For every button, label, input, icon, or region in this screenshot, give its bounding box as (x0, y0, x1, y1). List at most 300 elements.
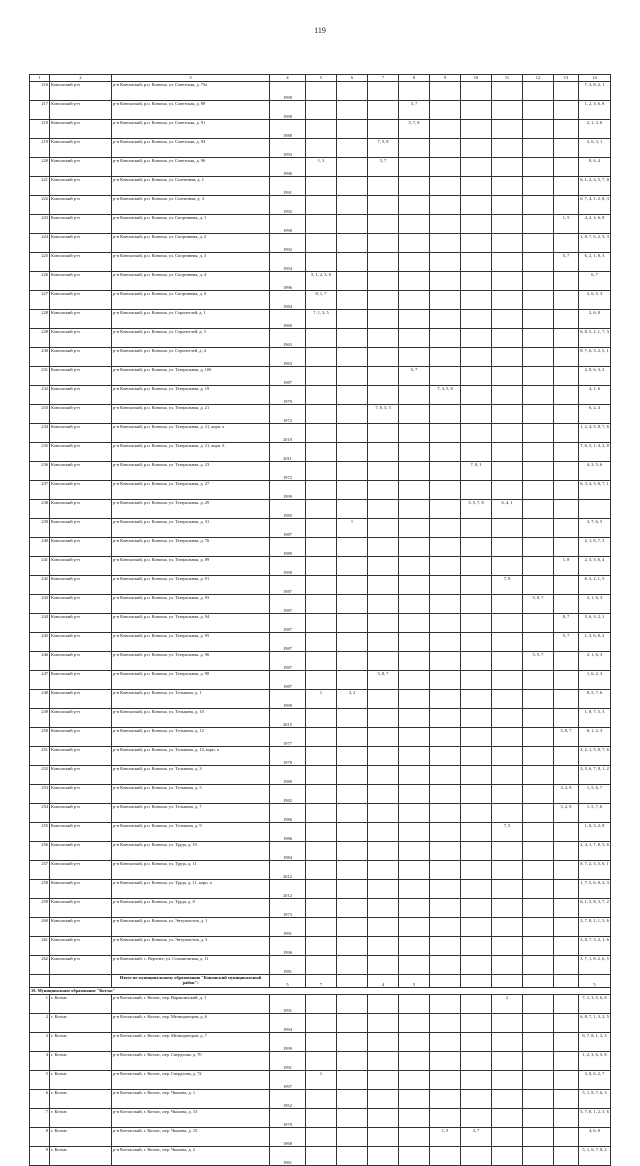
table-cell (492, 1090, 523, 1109)
table-row (30, 519, 611, 538)
table-cell: р-н Коношский, р.п. Коноша, ул. Энтузиастов, д. 1 (112, 918, 270, 937)
table-row (30, 139, 611, 158)
table-cell: р-н Коношский, р.п. Коноша, ул. Труда, д. 11 (112, 861, 270, 880)
table-cell (306, 443, 337, 462)
table-cell: 6, 3, 2, 1, 5 (579, 576, 611, 595)
table-cell (461, 253, 492, 272)
table-cell (554, 595, 579, 614)
total-cell: 5 (399, 975, 430, 988)
table-cell: 1996 (270, 272, 306, 291)
table-cell (523, 1052, 554, 1071)
table-cell (492, 861, 523, 880)
table-cell: Коношский р-н (50, 443, 112, 462)
table-cell (399, 1033, 430, 1052)
table-cell: 259 (30, 899, 50, 918)
table-cell: 1994 (270, 253, 306, 272)
table-row (30, 272, 611, 291)
table-cell: р-н Коношский, р.п. Коноша, ул. Театральная, д. 91 (112, 576, 270, 595)
table-cell: 234 (30, 424, 50, 443)
table-cell (399, 690, 430, 709)
table-cell (492, 1128, 523, 1147)
table-cell (523, 310, 554, 329)
table-cell: 1 (337, 519, 368, 538)
table-cell: р-н Коношский, р.п. Коноша, ул. Советская, д. 91 (112, 120, 270, 139)
table-cell (430, 861, 461, 880)
table-cell: р-н Коношский, р.п. Коноша, ул. Спортивная, д. 2 (112, 234, 270, 253)
table-cell (399, 272, 430, 291)
table-cell (399, 652, 430, 671)
table-row (30, 899, 611, 918)
table-cell (461, 823, 492, 842)
table-cell (399, 139, 430, 158)
table-cell (368, 728, 399, 747)
table-cell: 5, 1, 8, 7, 6, 3 (579, 1090, 611, 1109)
table-row (30, 386, 611, 405)
table-cell: 6 (30, 1090, 50, 1109)
table-cell (337, 861, 368, 880)
table-cell (554, 158, 579, 177)
table-cell: 6, 2, 4 (579, 405, 611, 424)
table-cell: Коношский р-н (50, 291, 112, 310)
table-cell (492, 386, 523, 405)
table-cell: 1987 (270, 633, 306, 652)
table-cell: р-н Коношский, р.п. Коноша, ул. Театральная, д. 95 (112, 633, 270, 652)
table-cell (337, 956, 368, 975)
table-cell (492, 101, 523, 120)
table-cell: 1987 (270, 614, 306, 633)
table-cell: 1 (306, 690, 337, 709)
table-cell (430, 120, 461, 139)
table-row (30, 196, 611, 215)
table-cell: 232 (30, 386, 50, 405)
table-cell: 6, 7, 4, 1, 2, 8, 3 (579, 196, 611, 215)
table-cell (368, 519, 399, 538)
table-cell: Коношский р-н (50, 253, 112, 272)
table-cell (554, 348, 579, 367)
table-cell (430, 842, 461, 861)
table-cell (399, 424, 430, 443)
table-cell: 2, 8, 6, 3, 2 (579, 367, 611, 386)
table-cell (368, 633, 399, 652)
table-cell (523, 842, 554, 861)
table-row (30, 918, 611, 937)
table-cell (337, 823, 368, 842)
table-cell: 1982 (270, 785, 306, 804)
table-cell (337, 728, 368, 747)
table-cell (399, 481, 430, 500)
table-cell: 3, 8, 6, 2, 7 (579, 1071, 611, 1090)
table-cell (368, 386, 399, 405)
table-cell (492, 614, 523, 633)
table-cell: 1, 6, 2, 3 (579, 671, 611, 690)
table-cell (554, 272, 579, 291)
table-cell (337, 1071, 368, 1090)
table-cell (337, 1109, 368, 1128)
table-cell: 7, 3, 8, 2, 1 (579, 82, 611, 101)
table-cell (523, 1033, 554, 1052)
table-cell (523, 1014, 554, 1033)
table-cell: 5, 8, 7 (523, 595, 554, 614)
table-cell: 1, 3, 6, 8, 2 (579, 633, 611, 652)
table-cell (461, 633, 492, 652)
table-cell: р-н Коношский, р.п. Коноша, ул. Советская, д. 89 (112, 101, 270, 120)
table-cell (461, 899, 492, 918)
table-cell (430, 348, 461, 367)
table-cell (306, 139, 337, 158)
table-cell: 8 (30, 1128, 50, 1147)
table-cell (523, 1109, 554, 1128)
table-cell: г. Котлас (50, 1128, 112, 1147)
table-cell: Коношский р-н (50, 272, 112, 291)
table-cell: 5 (30, 1071, 50, 1090)
table-cell (430, 462, 461, 481)
table-cell (399, 595, 430, 614)
table-cell: 217 (30, 101, 50, 120)
table-cell: р-н Котласский, г. Котлас, пер. Мелиораторов, д. 6 (112, 1014, 270, 1033)
table-cell: 6, 7 (579, 272, 611, 291)
table-cell (368, 1071, 399, 1090)
table-cell (368, 918, 399, 937)
table-cell (554, 82, 579, 101)
table-cell (368, 880, 399, 899)
table-cell: 1968 (270, 1128, 306, 1147)
table-cell: р-н Коношский, р.п. Коноша, ул. Театральная, д. 93 (112, 595, 270, 614)
table-cell: 235 (30, 443, 50, 462)
table-cell (461, 158, 492, 177)
table-cell (368, 215, 399, 234)
table-cell (461, 1014, 492, 1033)
table-cell (523, 880, 554, 899)
table-cell (461, 1147, 492, 1166)
table-cell (492, 462, 523, 481)
table-cell (399, 234, 430, 253)
table-cell (368, 500, 399, 519)
table-cell (461, 1071, 492, 1090)
table-row (30, 1128, 611, 1147)
table-cell (554, 842, 579, 861)
table-cell: 3, 2, 1, 5, 8, 7, 6 (579, 747, 611, 766)
table-cell: г. Котлас (50, 1052, 112, 1071)
table-cell (554, 519, 579, 538)
table-cell (554, 481, 579, 500)
table-cell (368, 690, 399, 709)
table-cell (337, 291, 368, 310)
table-cell (399, 82, 430, 101)
table-cell: р-н Котласский, г. Котлас, пер. Чкалова, д. 13 (112, 1109, 270, 1128)
table-cell: 3, 2, 8 (554, 804, 579, 823)
table-cell: г. Котлас (50, 995, 112, 1014)
table-cell: 1984 (270, 291, 306, 310)
table-row (30, 1109, 611, 1128)
table-cell: 243 (30, 595, 50, 614)
table-cell (523, 443, 554, 462)
table-cell (492, 766, 523, 785)
table-cell (523, 82, 554, 101)
table-cell: Коношский р-н (50, 196, 112, 215)
column-header: 13 (554, 75, 579, 82)
table-cell (368, 899, 399, 918)
table-cell: 2, 1, 6, 3 (579, 652, 611, 671)
table-cell (399, 1147, 430, 1166)
table-cell: 1991 (270, 918, 306, 937)
table-cell: 6, 8, 5, 2, 1, 7, 3 (579, 329, 611, 348)
table-cell: 1988 (270, 120, 306, 139)
table-cell (430, 709, 461, 728)
table-cell (554, 139, 579, 158)
table-cell (554, 652, 579, 671)
table-cell: 1977 (270, 728, 306, 747)
table-cell (368, 196, 399, 215)
table-row (30, 785, 611, 804)
table-cell: 1986 (270, 823, 306, 842)
table-cell (554, 1052, 579, 1071)
total-cell: 4 (368, 975, 399, 988)
table-cell: 1987 (270, 576, 306, 595)
table-cell (399, 386, 430, 405)
table-cell (306, 728, 337, 747)
table-cell (523, 671, 554, 690)
table-cell (523, 937, 554, 956)
table-cell (492, 329, 523, 348)
table-cell (554, 899, 579, 918)
table-cell (461, 1109, 492, 1128)
table-cell (461, 405, 492, 424)
table-cell: 6, 8, 7, 1, 3, 2, 5 (579, 1014, 611, 1033)
table-cell (306, 1147, 337, 1166)
table-cell: Коношский р-н (50, 652, 112, 671)
table-cell: 1, 2, 3, 6, 8 (579, 101, 611, 120)
table-cell (461, 747, 492, 766)
table-cell (399, 747, 430, 766)
table-cell (399, 937, 430, 956)
table-cell: 7, 1, 3, 5 (306, 310, 337, 329)
table-cell (337, 386, 368, 405)
table-row (30, 120, 611, 139)
table-cell: 1, 7, 5, 6, 8, 2, 3 (579, 880, 611, 899)
table-cell: 6, 4, 1 (492, 500, 523, 519)
table-cell: р-н Коношский, р.п. Коноша, ул. Солнечная, д. 3 (112, 196, 270, 215)
table-cell (430, 1033, 461, 1052)
table-cell (399, 785, 430, 804)
table-cell (492, 690, 523, 709)
table-cell (523, 120, 554, 139)
table-cell: 223 (30, 215, 50, 234)
table-cell (368, 747, 399, 766)
table-cell: 7, 8 (492, 576, 523, 595)
column-header: 11 (492, 75, 523, 82)
table-cell (492, 804, 523, 823)
total-label: Итого по муниципальному образованию "Коношский муниципальный район": (112, 975, 270, 988)
table-cell (523, 1128, 554, 1147)
table-cell: Коношский р-н (50, 557, 112, 576)
table-row (30, 823, 611, 842)
table-cell (430, 633, 461, 652)
table-cell (399, 443, 430, 462)
table-cell: Коношский р-н (50, 310, 112, 329)
table-cell: 1960 (270, 310, 306, 329)
table-cell (492, 633, 523, 652)
table-cell: 258 (30, 880, 50, 899)
table-cell: 5, 6, 3, 2, 1 (579, 614, 611, 633)
table-cell: 8, 5, 7, 6 (579, 690, 611, 709)
table-cell: г. Котлас (50, 1090, 112, 1109)
table-cell (430, 139, 461, 158)
table-cell (554, 747, 579, 766)
table-cell (306, 842, 337, 861)
table-cell: 1996 (270, 937, 306, 956)
table-cell (337, 995, 368, 1014)
table-cell: р-н Коношский, р.п. Коноша, ул. Спортивная, д. 1 (112, 215, 270, 234)
column-number-row (30, 75, 611, 82)
table-row (30, 82, 611, 101)
table-cell (368, 272, 399, 291)
table-cell: 256 (30, 842, 50, 861)
table-cell: 1991 (270, 177, 306, 196)
table-cell: 1, 8, 7, 6, 2, 5, 3 (579, 234, 611, 253)
table-cell: 221 (30, 177, 50, 196)
table-cell (430, 747, 461, 766)
table-cell (306, 1033, 337, 1052)
table-cell: 1963 (270, 348, 306, 367)
table-cell (337, 215, 368, 234)
table-cell (337, 1147, 368, 1166)
table-cell (337, 272, 368, 291)
table-cell: Коношский р-н (50, 880, 112, 899)
table-cell (430, 215, 461, 234)
table-cell (461, 443, 492, 462)
table-cell (430, 690, 461, 709)
table-cell (399, 405, 430, 424)
table-cell: Коношский р-н (50, 861, 112, 880)
table-cell (554, 995, 579, 1014)
table-cell (306, 899, 337, 918)
table-cell (554, 177, 579, 196)
table-cell (492, 1052, 523, 1071)
table-body-kotlas (30, 995, 611, 1166)
table-cell (399, 253, 430, 272)
table-cell: Коношский р-н (50, 424, 112, 443)
table-cell (461, 234, 492, 253)
table-cell: р-н Коношский, р.п. Коноша, ул. Театральная, д. 89 (112, 557, 270, 576)
table-cell (492, 595, 523, 614)
total-cell (554, 975, 579, 988)
table-cell: Коношский р-н (50, 899, 112, 918)
table-cell (306, 348, 337, 367)
table-cell (337, 196, 368, 215)
table-cell: 3, 2, 8 (554, 785, 579, 804)
table-cell (554, 101, 579, 120)
table-cell (368, 177, 399, 196)
table-cell (492, 120, 523, 139)
table-cell: 2, 4, 1, 7, 8, 5, 6 (579, 842, 611, 861)
table-cell (306, 196, 337, 215)
section-title: 10. Муниципальное образование "Котлас" (30, 988, 611, 995)
table-cell (337, 633, 368, 652)
table-cell: р-н Коношский, р.п. Коноша, ул. Советская, д. 94 (112, 139, 270, 158)
table-cell: 253 (30, 785, 50, 804)
table-cell (337, 329, 368, 348)
table-cell: 4, 2, 3, 6, 8 (579, 215, 611, 234)
table-cell (368, 367, 399, 386)
table-cell (430, 728, 461, 747)
table-cell: р-н Коношский, р.п. Коноша, ул. Театральная, д. 21, корп. б (112, 443, 270, 462)
table-cell: 6, 1, 2, 3, 5, 7, 8 (579, 177, 611, 196)
table-cell (492, 272, 523, 291)
table-cell: 1989 (270, 538, 306, 557)
table-cell (523, 995, 554, 1014)
table-cell (523, 766, 554, 785)
table-cell (337, 424, 368, 443)
table-cell (399, 633, 430, 652)
table-cell (306, 177, 337, 196)
table-cell (554, 823, 579, 842)
table-cell (306, 120, 337, 139)
table-row (30, 538, 611, 557)
table-cell (368, 1052, 399, 1071)
table-cell (461, 804, 492, 823)
table-cell: 1963 (270, 329, 306, 348)
table-cell (337, 1014, 368, 1033)
table-cell: 3, 7, 6, 5 (579, 519, 611, 538)
table-cell (554, 709, 579, 728)
table-cell (337, 652, 368, 671)
table-cell (399, 709, 430, 728)
table-cell (554, 1014, 579, 1033)
total-cell (461, 975, 492, 988)
table-cell (430, 1147, 461, 1166)
table-cell (337, 158, 368, 177)
table-cell: 231 (30, 367, 50, 386)
table-cell: 1990 (270, 215, 306, 234)
table-row (30, 690, 611, 709)
table-cell (461, 519, 492, 538)
table-cell: 1979 (270, 386, 306, 405)
table-cell: 2012 (270, 861, 306, 880)
table-cell: г. Котлас (50, 1071, 112, 1090)
table-cell (368, 804, 399, 823)
table-cell (368, 120, 399, 139)
table-cell: р-н Коношский, р.п. Коноша, ул. Труда, д. 8 (112, 899, 270, 918)
table-cell (306, 918, 337, 937)
table-cell (461, 557, 492, 576)
table-cell: р-н Коношский, р.п. Коноша, ул. Тельмана, д. 3 (112, 766, 270, 785)
table-cell (430, 918, 461, 937)
table-row (30, 652, 611, 671)
table-cell (492, 538, 523, 557)
table-cell (492, 481, 523, 500)
table-row (30, 101, 611, 120)
table-cell (523, 899, 554, 918)
table-cell: 2, 3, 5, 6, 4 (579, 557, 611, 576)
table-cell: г. Котлас (50, 1109, 112, 1128)
table-cell: 262 (30, 956, 50, 975)
table-cell (306, 1109, 337, 1128)
table-cell (399, 956, 430, 975)
table-cell (492, 728, 523, 747)
table-cell (337, 348, 368, 367)
table-cell: р-н Коношский, р.п. Коноша, ул. Театральная, д. 10б (112, 367, 270, 386)
total-cell (492, 975, 523, 988)
table-cell: 8, 7 (554, 614, 579, 633)
table-cell (399, 880, 430, 899)
table-cell (337, 766, 368, 785)
table-cell (368, 424, 399, 443)
table-cell (430, 291, 461, 310)
table-cell (523, 633, 554, 652)
table-cell (554, 861, 579, 880)
table-cell (368, 937, 399, 956)
table-cell (554, 1090, 579, 1109)
